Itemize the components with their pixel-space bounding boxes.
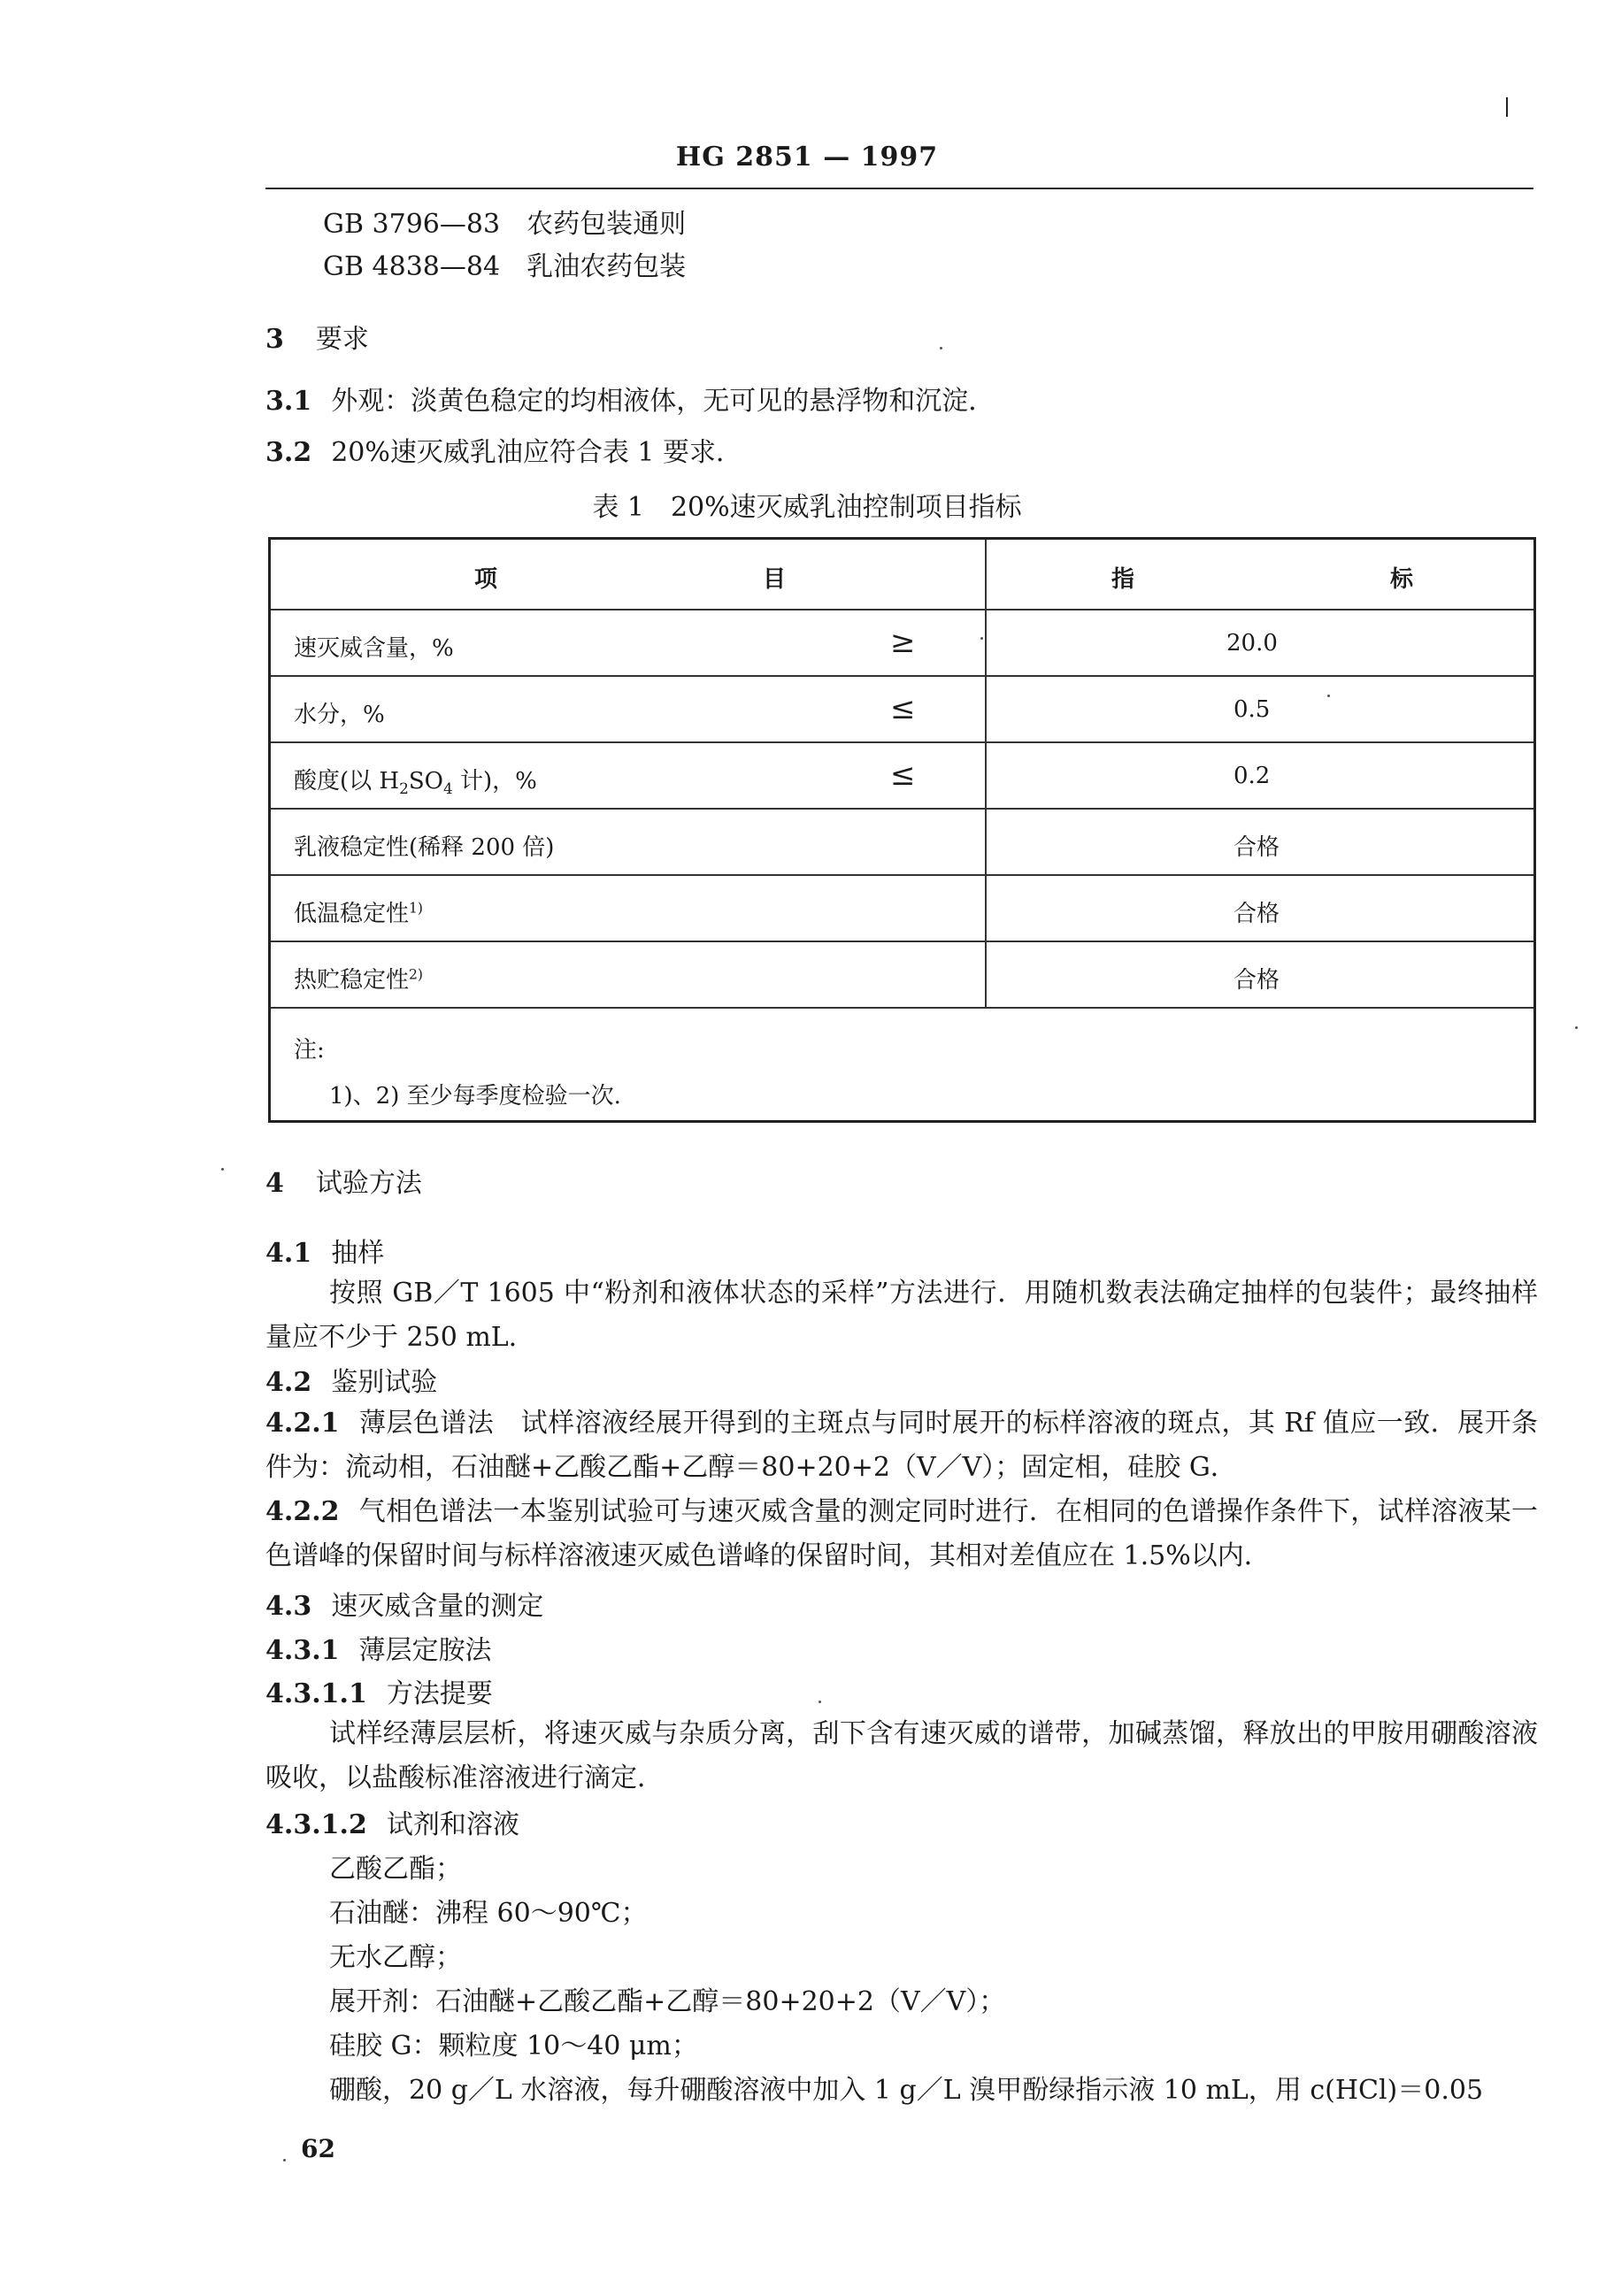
clause-title: 鉴别试验 [331, 1367, 438, 1398]
clause-number: 4.3.1.2 [265, 1809, 367, 1840]
ref-code: GB 4838—84 [323, 251, 501, 282]
clause-title: 薄层色谱法 [358, 1408, 495, 1439]
item-cell: 低温稳定性$^{1)}$ [294, 900, 424, 927]
reagent-item: 石油醚：沸程 60～90℃； [329, 1898, 648, 1929]
clause-number: 4.3.1.1 [265, 1678, 367, 1709]
header-value-char-1: 指 [1111, 566, 1135, 593]
table-row [271, 876, 1533, 942]
clause-4-2-1 [265, 1401, 1538, 1490]
clause-4-3-1-1 [265, 1677, 493, 1712]
operator-cell: ≤ [890, 757, 916, 793]
clause-4-3-1 [265, 1633, 492, 1669]
clause-4-3-1-2 [265, 1808, 519, 1843]
operator-cell: ≤ [890, 691, 916, 726]
clause-4-2 [265, 1365, 437, 1401]
ref-line-1 [323, 207, 686, 242]
value-cell: 0.2 [1234, 763, 1271, 789]
value-cell: 0.5 [1234, 696, 1271, 723]
clause-text: 试样溶液经展开得到的主斑点与同时展开的标样溶液的斑点，其 Rf 值应一致．展开条件为：流动相，石油醚+乙酸乙酯+乙醇＝80+20+2（V／V）；固定相，硅胶 G． [265, 1408, 1539, 1483]
operator-cell: ≥ [890, 625, 916, 660]
clause-text: 20%速灭威乳油应符合表 1 要求． [331, 437, 743, 468]
scan-speck [980, 637, 983, 640]
clause-number: 4.2.2 [265, 1496, 340, 1527]
scan-speck [1575, 1026, 1578, 1029]
clause-title: 速灭威含量的测定 [331, 1591, 544, 1622]
clause-number: 4.1 [265, 1238, 312, 1269]
section-number: 4 [265, 1168, 284, 1199]
clause-number: 4.3.1 [265, 1635, 340, 1666]
scan-speck [283, 2159, 286, 2162]
clause-number: 4.2 [265, 1367, 312, 1398]
clause-text: 一本鉴别试验可与速灭威含量的测定同时进行．在相同的色谱操作条件下，试样溶液某一色谱峰的保留时间与标样溶液速灭威色谱峰的保留时间，其相对差值应在 1.5%以内． [265, 1496, 1538, 1571]
ref-line-2 [323, 250, 686, 285]
item-cell: 乳液稳定性(稀释 200 倍) [294, 834, 555, 861]
clause-text: 外观：淡黄色稳定的均相液体，无可见的悬浮物和沉淀． [331, 386, 995, 417]
clause-title: 试剂和溶液 [386, 1809, 519, 1840]
header-item-char-2: 目 [763, 566, 787, 593]
clause-4-2-2 [265, 1490, 1538, 1578]
section-3-heading [265, 322, 369, 357]
table-caption: 表 1 20%速灭威乳油控制项目指标 [592, 492, 1022, 523]
section-4-heading [265, 1166, 422, 1202]
table-row [271, 677, 1533, 743]
header-item-char-1: 项 [474, 566, 498, 593]
scan-speck [940, 347, 942, 349]
table-note-text: 1)、2) 至少每季度检验一次. [329, 1083, 621, 1110]
clause-title: 薄层定胺法 [358, 1635, 492, 1666]
header-value-char-2: 标 [1390, 566, 1414, 593]
reagent-item: 硅胶 G：颗粒度 10～40 μm； [329, 2031, 698, 2062]
item-cell: 酸度(以 $H_2SO_4$ 计)，% [294, 768, 537, 798]
clause-3-1 [265, 384, 995, 419]
item-cell: 热贮稳定性$^{2)}$ [294, 966, 424, 994]
spec-table [268, 537, 1536, 1123]
value-cell: 合格 [1234, 901, 1280, 927]
scan-speck [221, 1168, 224, 1171]
clause-title: 抽样 [331, 1238, 385, 1269]
table-row [271, 743, 1533, 810]
standard-number-header: HG 2851 — 1997 [675, 142, 939, 173]
clause-number: 4.2.1 [265, 1408, 340, 1439]
page-number: 62 [301, 2134, 335, 2163]
value-cell: 20.0 [1226, 630, 1278, 657]
clause-4-1 [265, 1236, 384, 1271]
section-title: 试验方法 [315, 1168, 422, 1199]
ref-title: 乳油农药包装 [526, 251, 687, 282]
clause-4-3-1-1-text: 试样经薄层层析，将速灭威与杂质分离，刮下含有速灭威的谱带，加碱蒸馏，释放出的甲胺用硼酸溶液吸收，以盐酸标准溶液进行滴定． [265, 1718, 1538, 1793]
clause-number: 4.3 [265, 1591, 312, 1622]
reagent-item: 无水乙醇； [329, 1942, 462, 1973]
table-row [271, 810, 1533, 876]
clause-3-2 [265, 435, 742, 471]
reagent-item: 展开剂：石油醚+乙酸乙酯+乙醇＝80+20+2（V／V）； [329, 1986, 1006, 2017]
clause-4-1-text: 按照 GB／T 1605 中“粉剂和液体状态的采样”方法进行．用随机数表法确定抽样的包装件；最终抽样量应不少于 250 mL． [265, 1278, 1538, 1353]
table-row [271, 942, 1533, 1009]
ref-code: GB 3796—83 [323, 209, 501, 240]
ref-title: 农药包装通则 [526, 209, 687, 240]
value-cell: 合格 [1234, 967, 1280, 994]
table-note-label: 注: [294, 1037, 325, 1064]
section-number: 3 [265, 324, 284, 355]
header-rule [265, 188, 1533, 189]
scan-speck [819, 1701, 821, 1703]
scan-mark [1506, 97, 1508, 117]
value-cell: 合格 [1234, 834, 1280, 861]
reagent-item: 硼酸，20 g／L 水溶液，每升硼酸溶液中加入 1 g／L 溴甲酚绿指示液 10 mL，用 c(HCl)＝0.05 [329, 2075, 1484, 2106]
section-title: 要求 [315, 324, 369, 355]
item-cell: 速灭威含量，% [294, 635, 454, 662]
item-cell: 水分，% [294, 702, 385, 728]
clause-title: 气相色谱法 [358, 1496, 494, 1527]
clause-number: 3.2 [265, 437, 312, 468]
clause-number: 3.1 [265, 386, 312, 417]
table-header-row [271, 540, 1533, 610]
clause-title: 方法提要 [386, 1678, 493, 1709]
table-row [271, 610, 1533, 677]
scan-speck [1327, 695, 1330, 697]
clause-4-3 [265, 1589, 543, 1624]
reagent-item: 乙酸乙酯； [329, 1854, 462, 1885]
